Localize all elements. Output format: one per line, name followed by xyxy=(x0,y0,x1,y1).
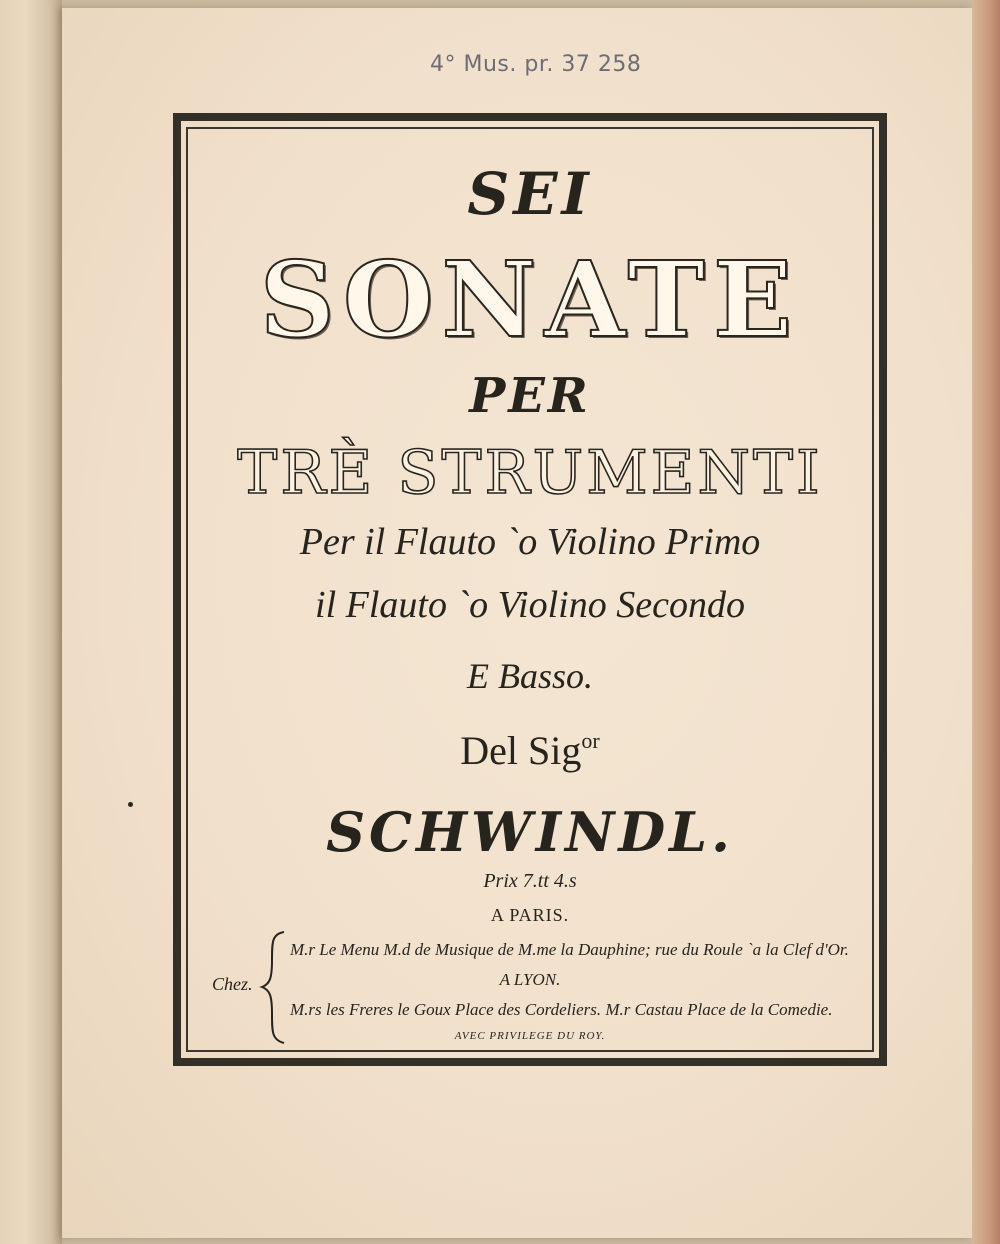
ink-speck xyxy=(128,802,133,807)
chez-label: Chez. xyxy=(212,974,253,994)
composer-name: SCHWINDL. xyxy=(326,800,734,864)
title-sei: SEI xyxy=(467,160,593,228)
page-edge xyxy=(972,0,1000,1244)
royal-privilege: AVEC PRIVILEGE DU ROY. xyxy=(454,1030,606,1042)
book-spine xyxy=(0,0,62,1244)
title-sonate: SONATE xyxy=(259,238,801,361)
title-tre-strumenti: TRÈ STRUMENTI xyxy=(237,438,823,508)
city-paris: A PARIS. xyxy=(490,905,570,925)
composer-prefix xyxy=(186,727,874,774)
city-lyon: A LYON. xyxy=(499,970,561,989)
lyon-address: M.rs les Freres le Goux Place des Cordeliers. M.r Castau Place de la Comedie. xyxy=(290,1000,833,1019)
instrument-line-2: il Flauto `o Violino Secondo xyxy=(315,584,745,626)
library-shelfmark: 4° Mus. pr. 37 258 xyxy=(430,52,642,77)
composer-prefix-text: Del Sig xyxy=(460,728,582,773)
composer-prefix-superscript: or xyxy=(581,728,600,753)
instrument-line-1: Per il Flauto `o Violino Primo xyxy=(299,521,761,563)
price: Prix 7.tt 4.s xyxy=(483,870,577,892)
instrument-line-3: E Basso. xyxy=(467,656,593,696)
title-per: PER xyxy=(469,368,591,424)
paris-address: M.r Le Menu M.d de Musique de M.me la Dauphine; rue du Roule `a la Clef d'Or. xyxy=(290,940,849,959)
